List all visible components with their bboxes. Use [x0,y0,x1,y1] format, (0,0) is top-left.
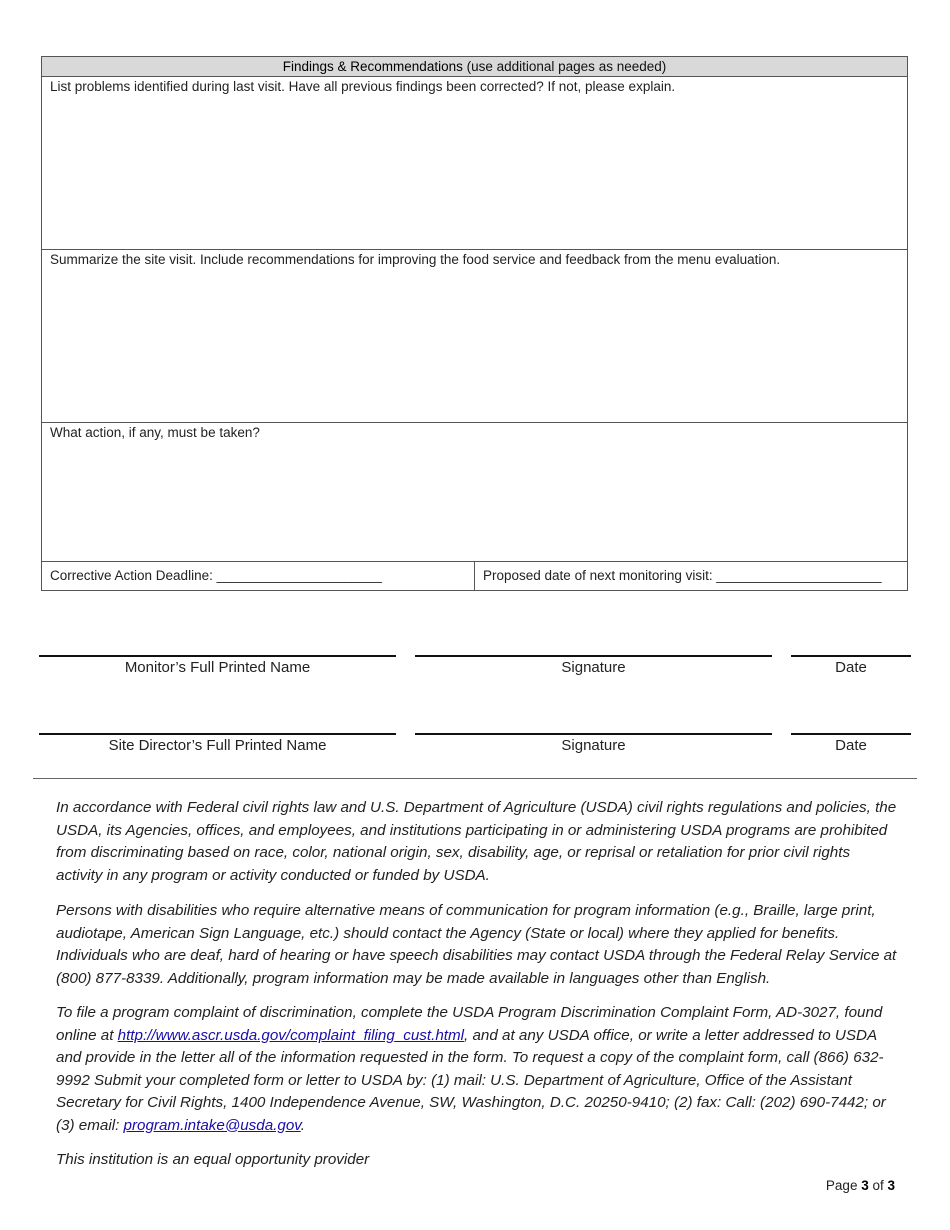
previous-findings-field[interactable] [42,77,907,250]
page-current: 3 [861,1178,869,1193]
section-divider [33,778,917,779]
complaint-text-3: . [300,1116,305,1134]
corrective-deadline-field[interactable]: Corrective Action Deadline: ______________________ [42,562,475,590]
director-name-line[interactable] [39,733,396,735]
complaint-statement [56,1002,898,1137]
monitor-signature-label: Signature [561,659,626,676]
civil-rights-statement: In accordance with Federal civil rights law and U.S. Department of Agriculture (USDA) civil rights regulations and policies, the USDA, its Agencies, offices, and employees, and institutions participating in or administering USDA programs are prohibited from discriminating based on race, color, national origin, sex, disability, age, or reprisal or retaliation for prior civil rights activity in any program or activity conducted or funded by USDA. [56,799,897,884]
disability-statement: Persons with disabilities who require alternative means of communication for program information (e.g., Braille, large print, audiotape, American Sign Language, etc.) should contact the Agency (State or local) where they applied for benefits. Individuals who are deaf, hard of hearing or have speech disabilities may contact USDA through the Federal Relay Service at (800) 877-8339. Additionally, program information may be made available in languages other than English. [56,902,897,987]
form-header-title: Findings & Recommendations [282,59,463,74]
complaint-text-1: To file a program complaint of discrimination, complete the USDA Program Discrimination Complaint Form, AD-3027, found online at [56,1004,883,1044]
form-header [42,57,907,77]
page-number [826,1178,895,1193]
director-signature-label: Signature [561,737,626,754]
deadline-row [42,562,907,590]
page-sep: of [868,1178,888,1193]
previous-findings-prompt: List problems identified during last visit. Have all previous findings been corrected? If not, please explain. [50,79,676,94]
director-signature-line[interactable] [415,733,772,735]
director-date-line[interactable] [791,733,911,735]
monitor-name-label: Monitor’s Full Printed Name [124,659,311,676]
email-link[interactable]: program.intake@usda.gov [123,1116,301,1134]
next-visit-date-field[interactable]: Proposed date of next monitoring visit: ______________________ [483,568,882,583]
required-action-prompt: What action, if any, must be taken? [50,425,260,440]
monitor-date-line[interactable] [791,655,911,657]
page-label: Page [825,1178,862,1193]
complaint-text-2: , and at any USDA office, or write a letter addressed to USDA and provide in the letter all of the information requested in the form. To request a copy of the complaint form, call (866) 632-9992 Submit your completed form or letter to USDA by: (1) mail: U.S. Department of Agriculture, Office of the Assistant Secretary for Civil Rights, 1400 Independence Avenue, SW, Washington, D.C. 20250-9410; (2) fax: Call: (202) 690-7442; or (3) email: [56,1026,886,1134]
monitor-date-label: Date [835,659,867,676]
required-action-field[interactable] [42,423,907,562]
findings-form [41,56,908,591]
complaint-form-link[interactable]: http://www.ascr.usda.gov/complaint_filing_cust.html [117,1026,465,1044]
page-total: 3 [887,1178,895,1193]
visit-summary-field[interactable] [42,250,907,423]
equal-opportunity-statement: This institution is an equal opportunity provider [56,1151,370,1168]
director-name-label: Site Director’s Full Printed Name [108,737,327,754]
director-date-label: Date [835,737,867,754]
form-header-note: (use additional pages as needed) [462,59,667,74]
visit-summary-prompt: Summarize the site visit. Include recommendations for improving the food service and feedback from the menu evaluation. [50,252,781,267]
monitor-name-line[interactable] [39,655,396,657]
monitor-signature-line[interactable] [415,655,772,657]
